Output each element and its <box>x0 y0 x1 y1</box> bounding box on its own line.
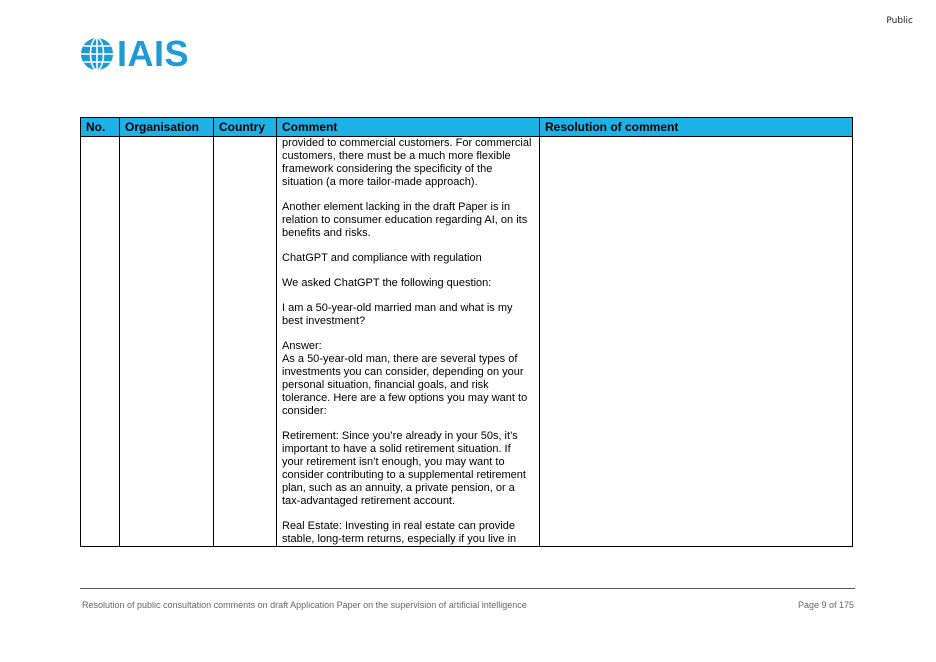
classification-label: Public <box>886 16 913 26</box>
comment-paragraph: As a 50-year-old man, there are several types of investments you can consider, depending on your personal situation, financial goals, and risk tolerance. Here are a few options you may want to consider: <box>282 353 528 417</box>
column-header-organisation: Organisation <box>120 118 214 137</box>
footer-divider <box>80 588 855 589</box>
footer-page-number: Page 9 of 175 <box>797 600 854 610</box>
comment-paragraph: Real Estate: Investing in real estate can provide stable, long-term returns, especially if you live in <box>282 520 517 545</box>
comment-paragraph: Answer: <box>282 340 322 352</box>
footer-document-title: Resolution of public consultation comments on draft Application Paper on the supervision of artificial intelligence <box>82 600 527 610</box>
globe-icon <box>80 37 114 71</box>
table-header-row <box>81 118 853 137</box>
cell-comment <box>277 137 540 547</box>
column-header-country: Country <box>214 118 277 137</box>
comment-paragraph: ChatGPT and compliance with regulation <box>282 252 482 264</box>
cell-country <box>214 137 277 547</box>
comments-table <box>80 117 853 547</box>
comment-paragraph: We asked ChatGPT the following question: <box>282 277 492 289</box>
column-header-resolution: Resolution of comment <box>540 118 853 137</box>
column-header-no: No. <box>81 118 120 137</box>
cell-organisation <box>120 137 214 547</box>
table-row <box>81 137 853 547</box>
comment-paragraph: Retirement: Since you’re already in your 50s, it’s important to have a solid retirement situation. If your retirement isn’t enough, you may want to consider contributing to a supplemental retirement plan, such as an annuity, a private pension, or a tax-advantaged retirement account. <box>282 430 526 507</box>
cell-resolution <box>540 137 853 547</box>
comment-paragraph: Another element lacking in the draft Paper is in relation to consumer education regarding AI, on its benefits and risks. <box>282 201 528 239</box>
cell-no <box>81 137 120 547</box>
iais-logo <box>80 33 190 74</box>
logo-wordmark: IAIS <box>117 33 190 74</box>
comment-paragraph: I am a 50-year-old married man and what is my best investment? <box>282 302 513 327</box>
column-header-comment: Comment <box>277 118 540 137</box>
comment-paragraph: provided to commercial customers. For commercial customers, there must be a much more flexible framework considering the specificity of the situation (a more tailor-made approach). <box>282 137 532 188</box>
